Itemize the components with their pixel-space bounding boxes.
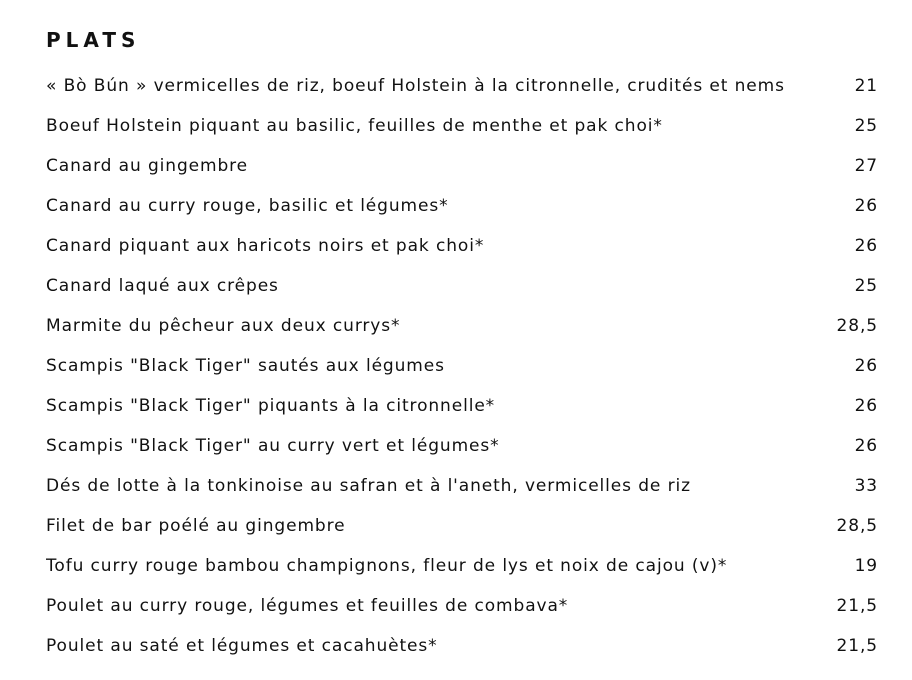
menu-item-price: 26 — [854, 396, 878, 416]
menu-item — [46, 226, 878, 266]
menu-item — [46, 66, 878, 106]
menu-item — [46, 306, 878, 346]
menu-item-price: 25 — [854, 116, 878, 136]
menu-item-price: 26 — [854, 196, 878, 216]
menu-item-price: 28,5 — [836, 316, 878, 336]
menu-item — [46, 146, 878, 186]
menu-section — [46, 28, 878, 666]
menu-item — [46, 426, 878, 466]
menu-item-price: 25 — [854, 276, 878, 296]
menu-item — [46, 266, 878, 306]
menu-item-price: 27 — [854, 156, 878, 176]
menu-item-price: 26 — [854, 236, 878, 256]
menu-item-name: Poulet au saté et légumes et cacahuètes* — [46, 636, 438, 656]
menu-item-name: « Bò Bún » vermicelles de riz, boeuf Holstein à la citronnelle, crudités et nems — [46, 76, 785, 96]
menu-item-price: 21 — [854, 76, 878, 96]
menu-item-name: Filet de bar poélé au gingembre — [46, 516, 346, 536]
menu-item-price: 28,5 — [836, 516, 878, 536]
menu-item-name: Scampis "Black Tiger" piquants à la citronnelle* — [46, 396, 496, 416]
menu-item-price: 26 — [854, 356, 878, 376]
menu-item — [46, 466, 878, 506]
menu-item — [46, 386, 878, 426]
menu-item-name: Poulet au curry rouge, légumes et feuilles de combava* — [46, 596, 569, 616]
menu-item — [46, 626, 878, 666]
menu-item — [46, 106, 878, 146]
menu-item-name: Scampis "Black Tiger" sautés aux légumes — [46, 356, 445, 376]
menu-item-name: Canard laqué aux crêpes — [46, 276, 279, 296]
menu-item — [46, 186, 878, 226]
menu-item — [46, 546, 878, 586]
menu-item-price: 21,5 — [836, 636, 878, 656]
menu-item-price: 19 — [854, 556, 878, 576]
menu-item-name: Canard piquant aux haricots noirs et pak choi* — [46, 236, 485, 256]
section-title: PLATS — [46, 28, 141, 52]
menu-item-name: Boeuf Holstein piquant au basilic, feuilles de menthe et pak choi* — [46, 116, 663, 136]
menu-item-name: Dés de lotte à la tonkinoise au safran et à l'aneth, vermicelles de riz — [46, 476, 691, 496]
menu-item — [46, 346, 878, 386]
menu-item-name: Canard au gingembre — [46, 156, 249, 176]
menu-item — [46, 506, 878, 546]
menu-item-price: 33 — [854, 476, 878, 496]
menu-item-name: Marmite du pêcheur aux deux currys* — [46, 316, 401, 336]
menu-item-name: Canard au curry rouge, basilic et légumes* — [46, 196, 449, 216]
menu-item-list — [46, 66, 878, 666]
menu-item-price: 21,5 — [836, 596, 878, 616]
menu-item — [46, 586, 878, 626]
menu-item-name: Tofu curry rouge bambou champignons, fleur de lys et noix de cajou (v)* — [46, 556, 728, 576]
menu-item-name: Scampis "Black Tiger" au curry vert et légumes* — [46, 436, 500, 456]
menu-item-price: 26 — [854, 436, 878, 456]
